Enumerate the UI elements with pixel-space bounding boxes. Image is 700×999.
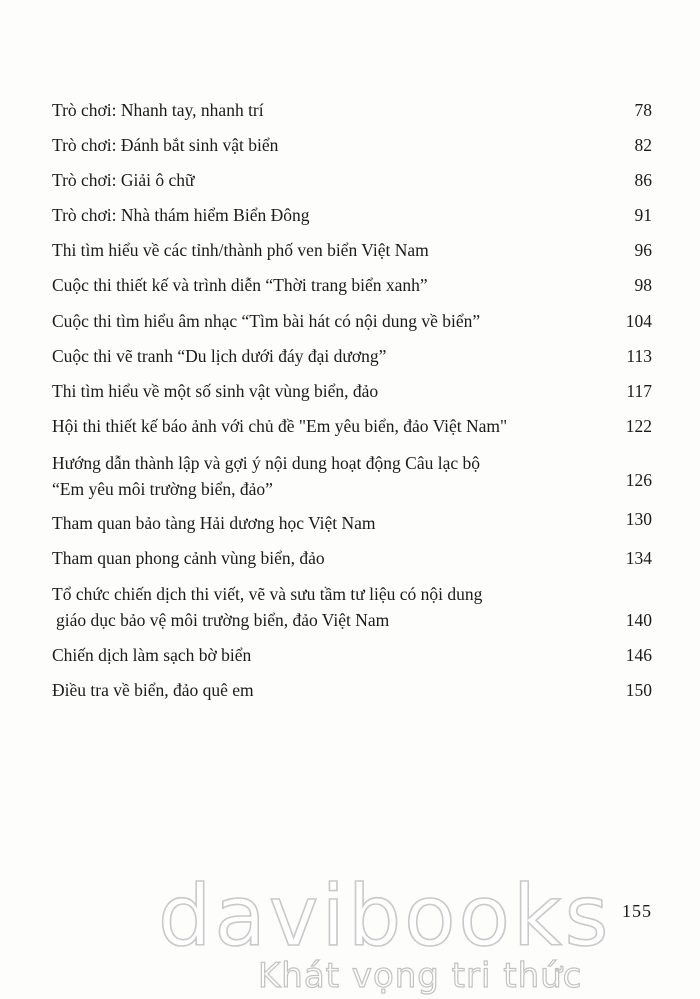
toc-entry-page: 78 xyxy=(634,100,652,120)
toc-entry-title: Trò chơi: Đánh bắt sinh vật biển xyxy=(52,135,279,155)
toc-entry-title xyxy=(52,450,572,502)
toc-entry-title: Trò chơi: Nhà thám hiểm Biển Đông xyxy=(52,205,310,225)
toc-entry-title-line: Hướng dẫn thành lập và gợi ý nội dung hoạt động Câu lạc bộ xyxy=(52,453,480,473)
watermark-brand: davibooks xyxy=(158,867,612,965)
toc-entry-page: 122 xyxy=(625,416,652,436)
toc-entry-page: 140 xyxy=(625,610,652,630)
toc-entry-title: Tham quan phong cảnh vùng biển, đảo xyxy=(52,548,325,568)
toc-entry-title: Điều tra về biển, đảo quê em xyxy=(52,680,254,700)
watermark-tagline: Khát vọng tri thức xyxy=(258,956,583,996)
toc-entry-title: Tham quan bảo tàng Hải dương học Việt Nam xyxy=(52,513,376,533)
toc-entry-page: 146 xyxy=(625,645,652,665)
toc-entry-page: 104 xyxy=(625,311,652,331)
toc-entry-page: 134 xyxy=(625,548,652,568)
toc-entry-page: 96 xyxy=(634,240,652,260)
toc-entry-title-line: giáo dục bảo vệ môi trường biển, đảo Việt Nam xyxy=(56,610,390,630)
toc-entry-page: 113 xyxy=(626,346,652,366)
toc-entry-title xyxy=(52,581,572,633)
toc-entry-page: 82 xyxy=(634,135,652,155)
toc-entry-page: 130 xyxy=(625,509,652,529)
toc-entry-title: Trò chơi: Giải ô chữ xyxy=(52,170,195,190)
toc-entry-page: 117 xyxy=(626,381,652,401)
toc-entry-title: Hội thi thiết kế báo ảnh với chủ đề "Em yêu biển, đảo Việt Nam" xyxy=(52,416,508,436)
toc-entry-title: Chiến dịch làm sạch bờ biển xyxy=(52,645,252,665)
toc-entry-title-line: Tổ chức chiến dịch thi viết, vẽ và sưu tầm tư liệu có nội dung xyxy=(52,584,483,604)
toc-entry-page: 86 xyxy=(634,170,652,190)
page-number: 155 xyxy=(622,901,652,921)
toc-entry-page: 150 xyxy=(625,680,652,700)
toc-entry-page: 126 xyxy=(625,470,652,490)
watermark xyxy=(0,868,700,999)
toc-entry-title: Thi tìm hiểu về một số sinh vật vùng biển, đảo xyxy=(52,381,379,401)
toc-entry-title: Trò chơi: Nhanh tay, nhanh trí xyxy=(52,100,264,120)
toc-entry-title-line: “Em yêu môi trường biển, đảo” xyxy=(52,479,273,499)
toc-entry-title: Cuộc thi tìm hiểu âm nhạc “Tìm bài hát có nội dung về biển” xyxy=(52,311,481,331)
toc-entry-title: Thi tìm hiểu về các tỉnh/thành phố ven biển Việt Nam xyxy=(52,240,429,260)
toc-entry-title: Cuộc thi vẽ tranh “Du lịch dưới đáy đại dương” xyxy=(52,346,387,366)
toc-entry-page: 91 xyxy=(634,205,652,225)
toc-entry-title: Cuộc thi thiết kế và trình diễn “Thời trang biển xanh” xyxy=(52,275,428,295)
toc-entry-page: 98 xyxy=(634,275,652,295)
